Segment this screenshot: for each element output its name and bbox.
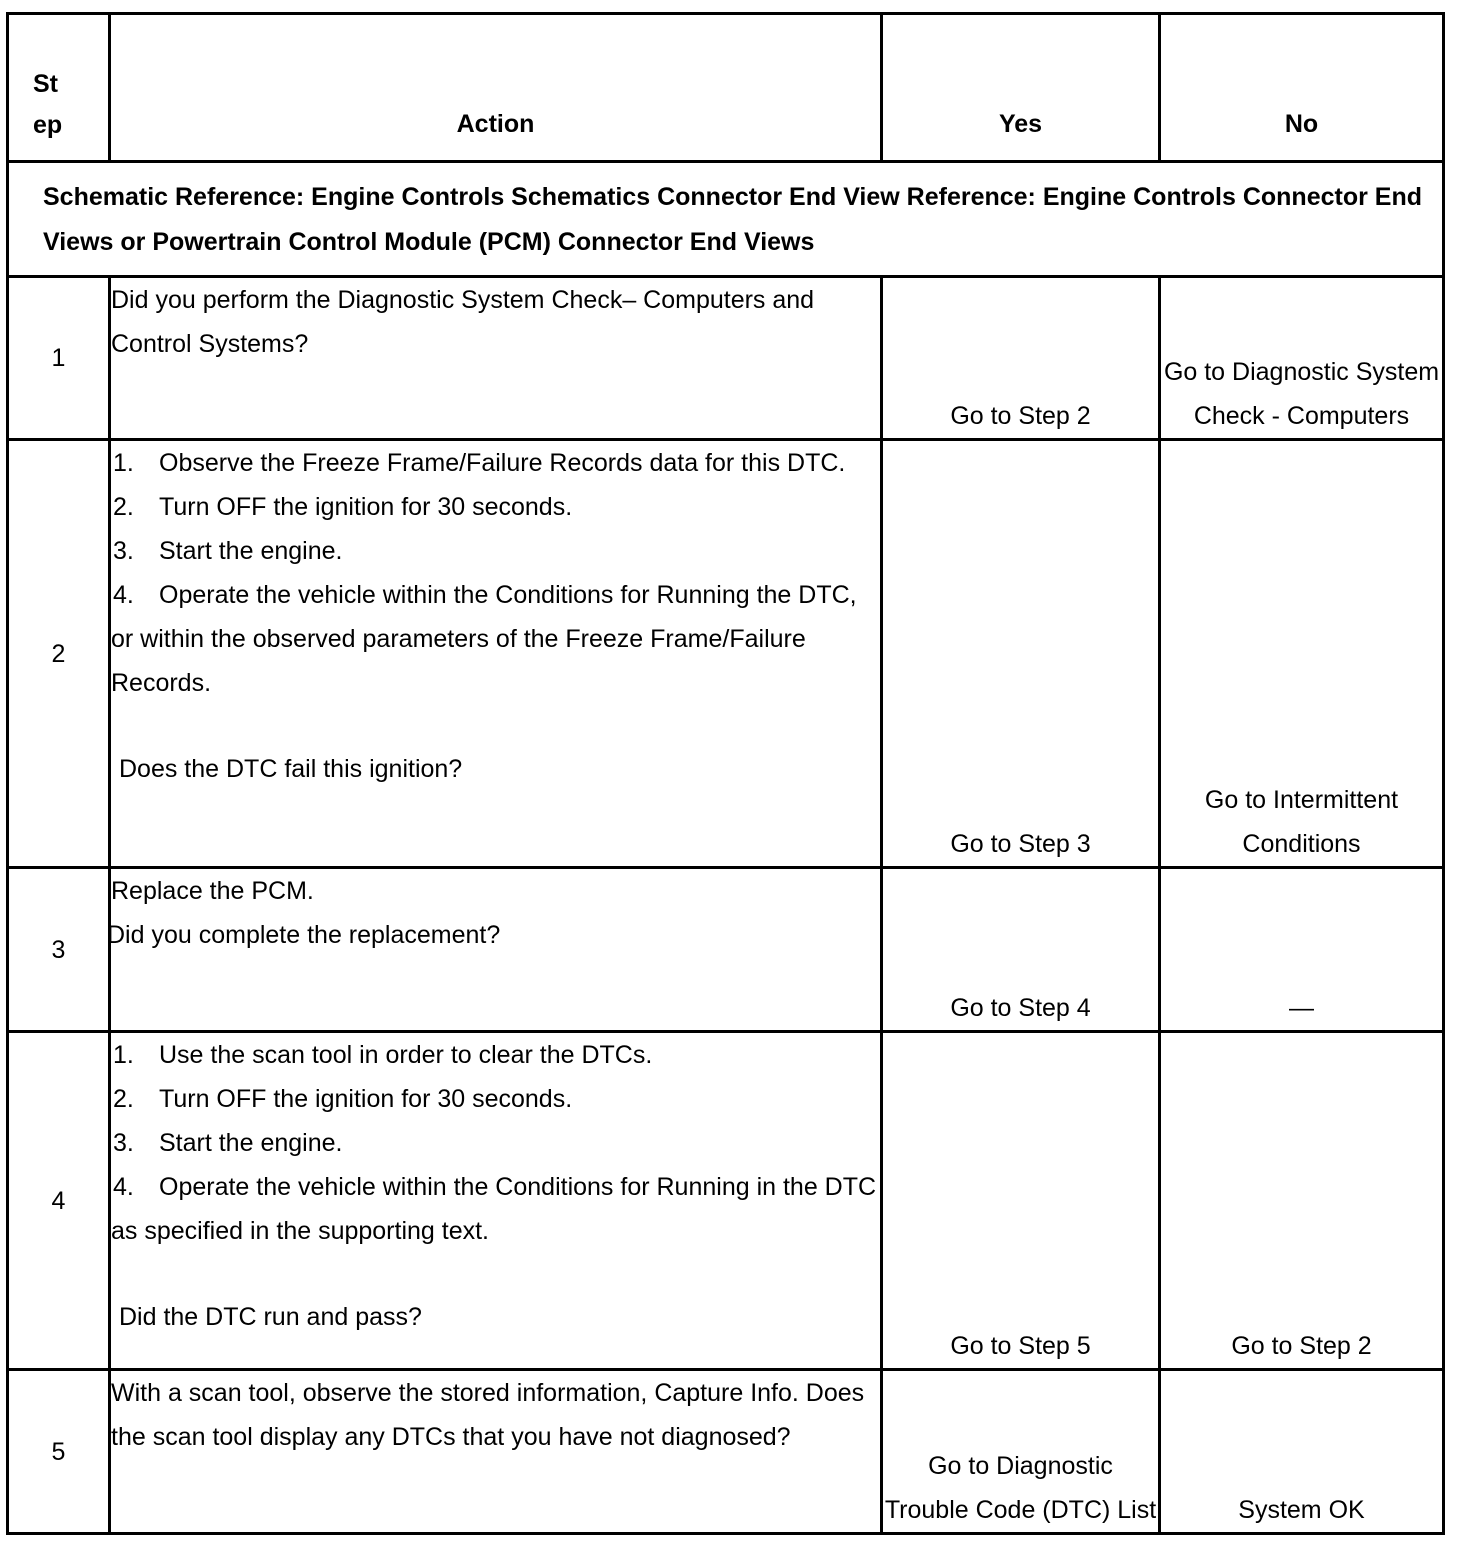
list-item: 3. Start the engine.	[113, 537, 343, 565]
no-result: Go to Diagnostic System Check - Computers	[1160, 277, 1444, 440]
step-number: 5	[8, 1370, 110, 1534]
no-result: —	[1160, 868, 1444, 1032]
action-text: Did you perform the Diagnostic System Check– Computers and Control Systems?	[110, 277, 882, 440]
header-action: Action	[110, 14, 882, 162]
table-row	[8, 868, 1444, 1032]
table-header-row	[8, 14, 1444, 162]
question-text: Did the DTC run and pass?	[119, 1303, 422, 1331]
no-result: Go to Intermittent Conditions	[1160, 440, 1444, 868]
yes-result: Go to Step 5	[882, 1032, 1160, 1370]
diagnostic-table	[6, 12, 1445, 1535]
yes-result: Go to Step 2	[882, 277, 1160, 440]
action-cell	[110, 1032, 882, 1370]
table-row	[8, 1032, 1444, 1370]
list-item: 1. Observe the Freeze Frame/Failure Records data for this DTC.	[113, 449, 846, 477]
list-item: 4. Operate the vehicle within the Conditions for Running the DTC, or within the observed parameters of the Freeze Frame/Failure Records.	[111, 581, 857, 697]
header-yes: Yes	[882, 14, 1160, 162]
schematic-reference: Schematic Reference: Engine Controls Schematics Connector End View Reference: Engine Controls Connector End Views or Powertrain Control Module (PCM) Connector End Views	[8, 162, 1444, 277]
table-row	[8, 440, 1444, 868]
step-number: 1	[8, 277, 110, 440]
header-step: St ep	[8, 14, 110, 162]
table-row	[8, 277, 1444, 440]
list-item: 3. Start the engine.	[113, 1129, 343, 1157]
no-result: System OK	[1160, 1370, 1444, 1534]
list-item: 4. Operate the vehicle within the Conditions for Running in the DTC as specified in the supporting text.	[111, 1173, 877, 1245]
step-number: 2	[8, 440, 110, 868]
question-text: Does the DTC fail this ignition?	[119, 755, 463, 783]
yes-result: Go to Step 3	[882, 440, 1160, 868]
step-number: 4	[8, 1032, 110, 1370]
reference-row	[8, 162, 1444, 277]
list-item: 2. Turn OFF the ignition for 30 seconds.	[113, 1085, 573, 1113]
action-cell	[110, 440, 882, 868]
table-row	[8, 1370, 1444, 1534]
action-line: Did you complete the replacement?	[107, 921, 501, 949]
action-text: With a scan tool, observe the stored information, Capture Info. Does the scan tool display any DTCs that you have not diagnosed?	[110, 1370, 882, 1534]
no-result: Go to Step 2	[1160, 1032, 1444, 1370]
step-number: 3	[8, 868, 110, 1032]
list-item: 2. Turn OFF the ignition for 30 seconds.	[113, 493, 573, 521]
action-cell	[107, 868, 882, 1032]
list-item: 1. Use the scan tool in order to clear the DTCs.	[113, 1041, 653, 1069]
yes-result: Go to Diagnostic Trouble Code (DTC) List	[882, 1370, 1160, 1534]
header-no: No	[1160, 14, 1444, 162]
action-line: Replace the PCM.	[111, 877, 314, 905]
yes-result: Go to Step 4	[882, 868, 1160, 1032]
